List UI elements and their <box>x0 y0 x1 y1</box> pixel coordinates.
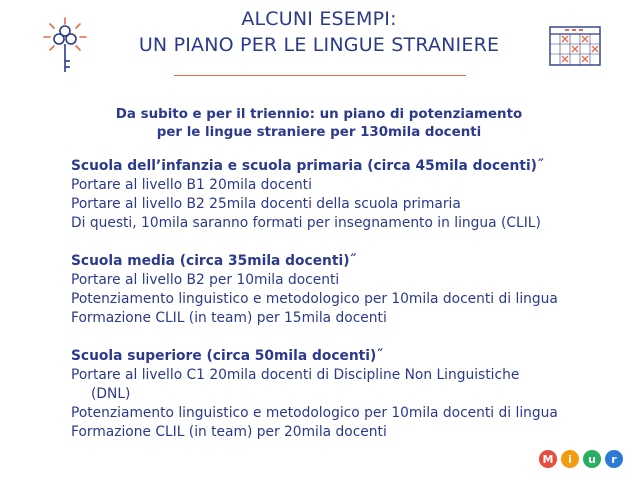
section-heading: Scuola superiore (circa 50mila docenti)˝ <box>71 348 384 364</box>
section-scuola-superiore <box>71 347 611 442</box>
section-infanzia-primaria <box>71 157 611 233</box>
miur-logo <box>538 449 624 469</box>
slide-content <box>71 157 611 461</box>
section-scuola-media <box>71 252 611 328</box>
logo-letter: i <box>568 453 572 466</box>
list-item: Portare al livello B2 25mila docenti della scuola primaria <box>71 196 461 212</box>
section-heading: Scuola dell’infanzia e scuola primaria (circa 45mila docenti)˝ <box>71 158 544 174</box>
subtitle-line-1: Da subito e per il triennio: un piano di potenziamento <box>115 107 523 122</box>
list-item-continuation: (DNL) <box>91 386 131 402</box>
slide-subtitle <box>0 106 638 142</box>
logo-letter: u <box>588 453 596 466</box>
list-item: Portare al livello B1 20mila docenti <box>71 177 312 193</box>
list-item: Potenziamento linguistico e metodologico per 10mila docenti di lingua <box>71 291 558 307</box>
title-line-1: ALCUNI ESEMPI: <box>241 8 397 30</box>
list-item: Potenziamento linguistico e metodologico per 10mila docenti di lingua <box>71 405 558 421</box>
slide-title <box>0 6 638 58</box>
list-item: Formazione CLIL (in team) per 15mila docenti <box>71 310 387 326</box>
section-heading: Scuola media (circa 35mila docenti)˝ <box>71 253 357 269</box>
calendar-icon <box>549 26 601 66</box>
logo-letter: M <box>542 453 554 466</box>
subtitle-line-2: per le lingue straniere per 130mila docenti <box>156 125 482 140</box>
list-item: Portare al livello C1 20mila docenti di Discipline Non Linguistiche <box>71 367 520 383</box>
title-divider <box>174 75 466 76</box>
title-line-2: UN PIANO PER LE LINGUE STRANIERE <box>138 34 500 56</box>
list-item: Portare al livello B2 per 10mila docenti <box>71 272 340 288</box>
logo-letter: r <box>611 453 617 466</box>
list-item: Di questi, 10mila saranno formati per insegnamento in lingua (CLIL) <box>71 215 541 231</box>
list-item: Formazione CLIL (in team) per 20mila docenti <box>71 424 387 440</box>
